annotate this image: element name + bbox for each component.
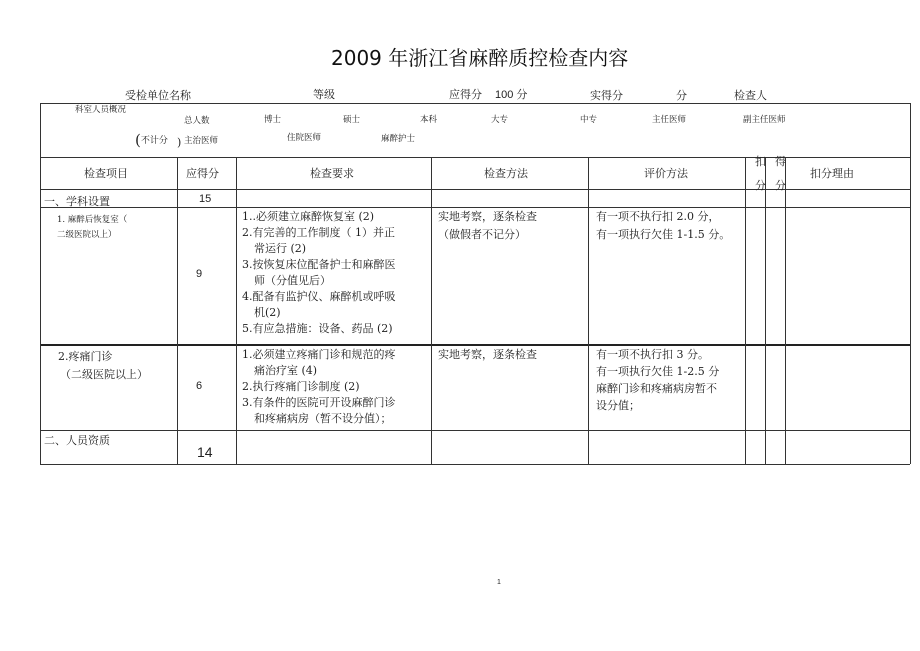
col-divider-got: [785, 157, 786, 464]
row2-item-line1: 2.疼痛门诊: [58, 350, 113, 363]
req-line: 1..必须建立麻醉恢复室 (2): [242, 210, 375, 223]
paren-open: (: [135, 131, 141, 149]
req-line: 2.执行疼痛门诊制度 (2): [242, 380, 360, 393]
row1-item-line2: 二级医院以上）: [57, 230, 117, 240]
staff-phd: 博士: [264, 115, 282, 125]
col-divider-method: [588, 157, 589, 464]
col-item-header: 检查项目: [84, 167, 128, 180]
score-due-value: 100 分: [495, 89, 528, 101]
row2-eval-line1: 有一项不执行扣 3 分。: [596, 348, 709, 361]
row1-item-line1: 1. 麻醉后恢复室（: [57, 215, 128, 225]
row1-eval-line2: 有一项执行欠佳 1-1.5 分。: [596, 228, 731, 241]
staff-total: 总人数: [184, 116, 210, 126]
row2-bottom: [40, 430, 910, 431]
row2-eval-line4: 设分值；: [596, 399, 640, 412]
req-line: 4.配备有监护仪、麻醉机或呼吸: [242, 290, 396, 303]
col-divider-eval: [745, 157, 746, 464]
table-left-border: [40, 103, 41, 464]
req-line: 常运行 (2): [254, 242, 307, 255]
level-label: 等级: [313, 88, 335, 101]
section1-bottom: [40, 207, 910, 208]
col-divider-req: [431, 157, 432, 464]
row2-method-line1: 实地考察，逐条检查: [438, 348, 537, 361]
staff-chief-physician: 主任医师: [652, 115, 687, 125]
col-deduct-bottom: 分: [755, 179, 766, 192]
staff-master: 硕士: [343, 115, 361, 125]
col-deduct-top: 扣: [755, 155, 766, 168]
row2-score: 6: [196, 380, 203, 392]
staff-bachelor: 本科: [420, 115, 438, 125]
score-due-label: 应得分: [449, 88, 482, 101]
col-divider-due: [236, 157, 237, 464]
staff-attending: 主治医师: [184, 136, 219, 146]
row1-requirements: [242, 209, 396, 337]
row1-method-line1: 实地考察，逐条检查: [438, 210, 537, 223]
req-line: 5.有应急措施：设备、药品 (2): [242, 322, 393, 335]
req-line: 3.有条件的医院可开设麻醉门诊: [242, 396, 396, 409]
req-line: 师（分值见后）: [254, 274, 331, 287]
col-got-bottom: 分: [775, 179, 786, 192]
score-got-unit: 分: [676, 89, 687, 102]
table-right-border: [910, 103, 911, 464]
section-score: 15: [199, 193, 212, 205]
row2-requirements: [242, 347, 396, 427]
req-line: 和疼痛病房（暂不设分值）；: [254, 412, 392, 425]
row2-item-line2: （二级医院以上）: [60, 368, 148, 381]
paren-close: ): [177, 136, 182, 149]
table-top-border: [40, 103, 910, 104]
row2-eval-line2: 有一项执行欠佳 1-2.5 分: [596, 365, 720, 378]
page-title: 2009 年浙江省麻醉质控检查内容: [331, 46, 629, 70]
section-score: 14: [197, 444, 213, 460]
unit-name-label: 受检单位名称: [125, 89, 191, 102]
req-line: 1.必须建立疼痛门诊和规范的疼: [242, 348, 396, 361]
score-got-label: 实得分: [590, 89, 623, 102]
col-method-header: 检查方法: [484, 167, 528, 180]
req-line: 痛治疗室 (4): [254, 364, 318, 377]
col-due-header: 应得分: [186, 167, 219, 180]
row2-eval-line3: 麻醉门诊和疼痛病房暂不: [596, 382, 717, 395]
section-title: 二、人员资质: [44, 434, 110, 447]
col-reason-header: 扣分理由: [810, 167, 854, 180]
staff-note-text: 不计分: [140, 136, 168, 146]
row1-score: 9: [196, 268, 203, 280]
staff-technical: 中专: [580, 115, 598, 125]
staff-anesthesia-nurse: 麻醉护士: [381, 134, 416, 144]
col-divider-item: [177, 157, 178, 464]
req-line: 机(2): [254, 306, 281, 319]
req-line: 3.按恢复床位配备护士和麻醉医: [242, 258, 396, 271]
staff-resident: 住院医师: [287, 133, 322, 143]
staff-note: [135, 131, 168, 149]
col-req-header: 检查要求: [310, 167, 354, 180]
col-got-top: 得: [775, 155, 786, 168]
row1-bottom: [40, 344, 910, 346]
col-divider-deduct: [765, 157, 766, 464]
staff-assoc-chief-physician: 副主任医师: [743, 115, 786, 125]
row1-method-line2: （做假者不记分）: [438, 228, 526, 241]
page-number: 1: [497, 579, 501, 586]
staff-college: 大专: [491, 115, 509, 125]
table-bottom-border: [40, 464, 910, 465]
staff-overview-label: 科室人员概况: [75, 105, 127, 115]
inspector-label: 检查人: [734, 89, 767, 102]
col-eval-header: 评价方法: [644, 167, 688, 180]
row1-eval-line1: 有一项不执行扣 2.0 分，: [596, 210, 720, 223]
section-title: 一、学科设置: [44, 195, 110, 208]
req-line: 2.有完善的工作制度（ 1）并正: [242, 226, 395, 239]
